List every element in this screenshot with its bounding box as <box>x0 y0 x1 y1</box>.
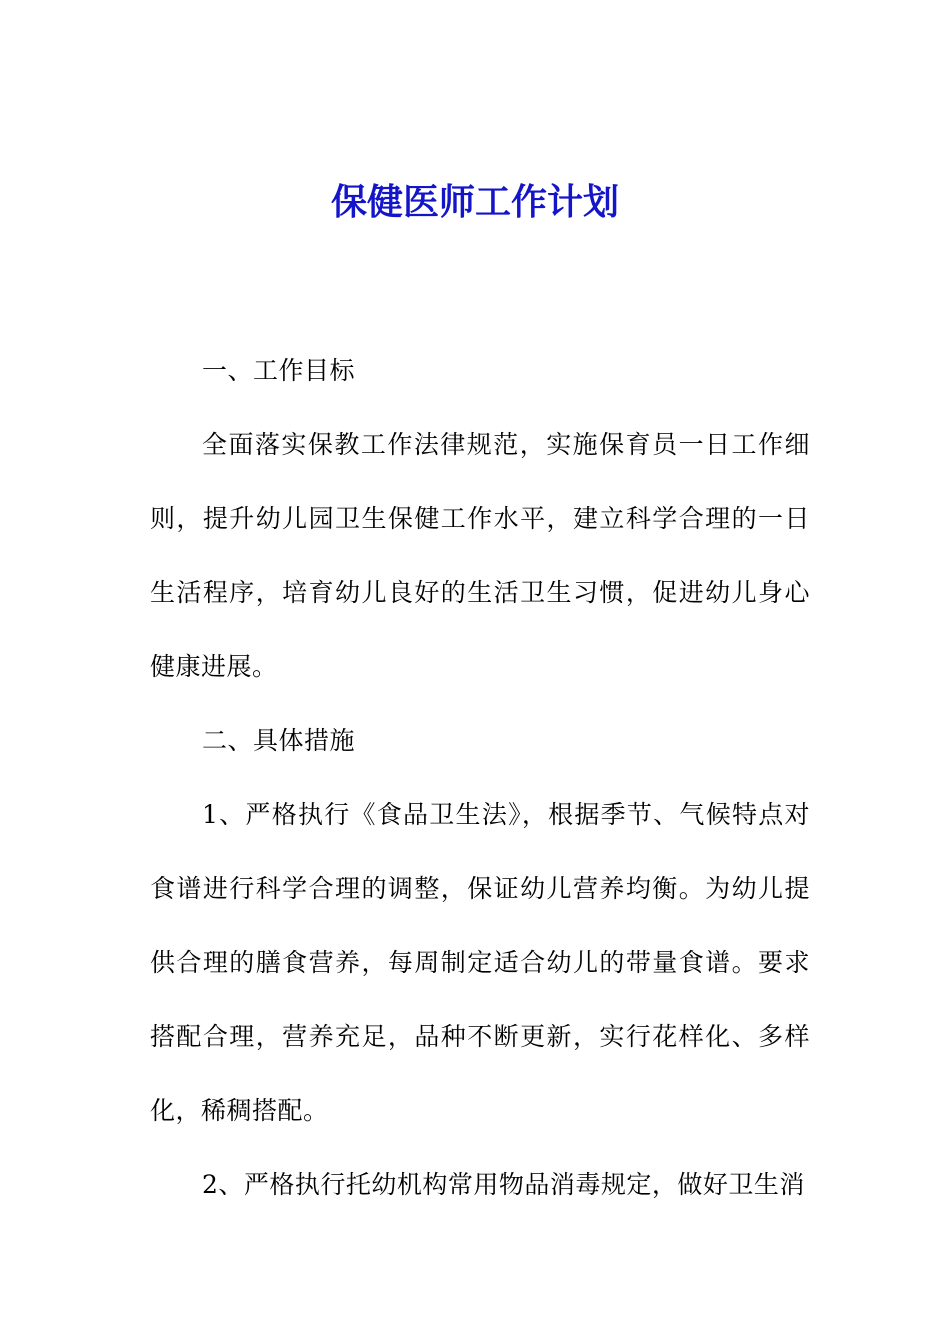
paragraph-goals: 全面落实保教工作法律规范，实施保育员一日工作细则，提升幼儿园卫生保健工作水平，建立科学合理的一日生活程序，培育幼儿良好的生活卫生习惯，促进幼儿身心健康进展。 <box>150 430 810 681</box>
page-title: 保健医师工作计划 <box>330 181 619 223</box>
section-heading-goals: 一、工作目标 <box>202 356 356 385</box>
document-body <box>150 334 810 1222</box>
section-heading-measures: 二、具体措施 <box>202 726 356 755</box>
paragraph-measure-2: 2、严格执行托幼机构常用物品消毒规定，做好卫生消 <box>202 1170 805 1199</box>
paragraph-measure-1: 1、严格执行《食品卫生法》，根据季节、气候特点对食谱进行科学合理的调整，保证幼儿营养均衡。为幼儿提供合理的膳食营养，每周制定适合幼儿的带量食谱。要求搭配合理，营养充足，品种不断更新，实行花样化、多样化，稀稠搭配。 <box>150 800 810 1125</box>
